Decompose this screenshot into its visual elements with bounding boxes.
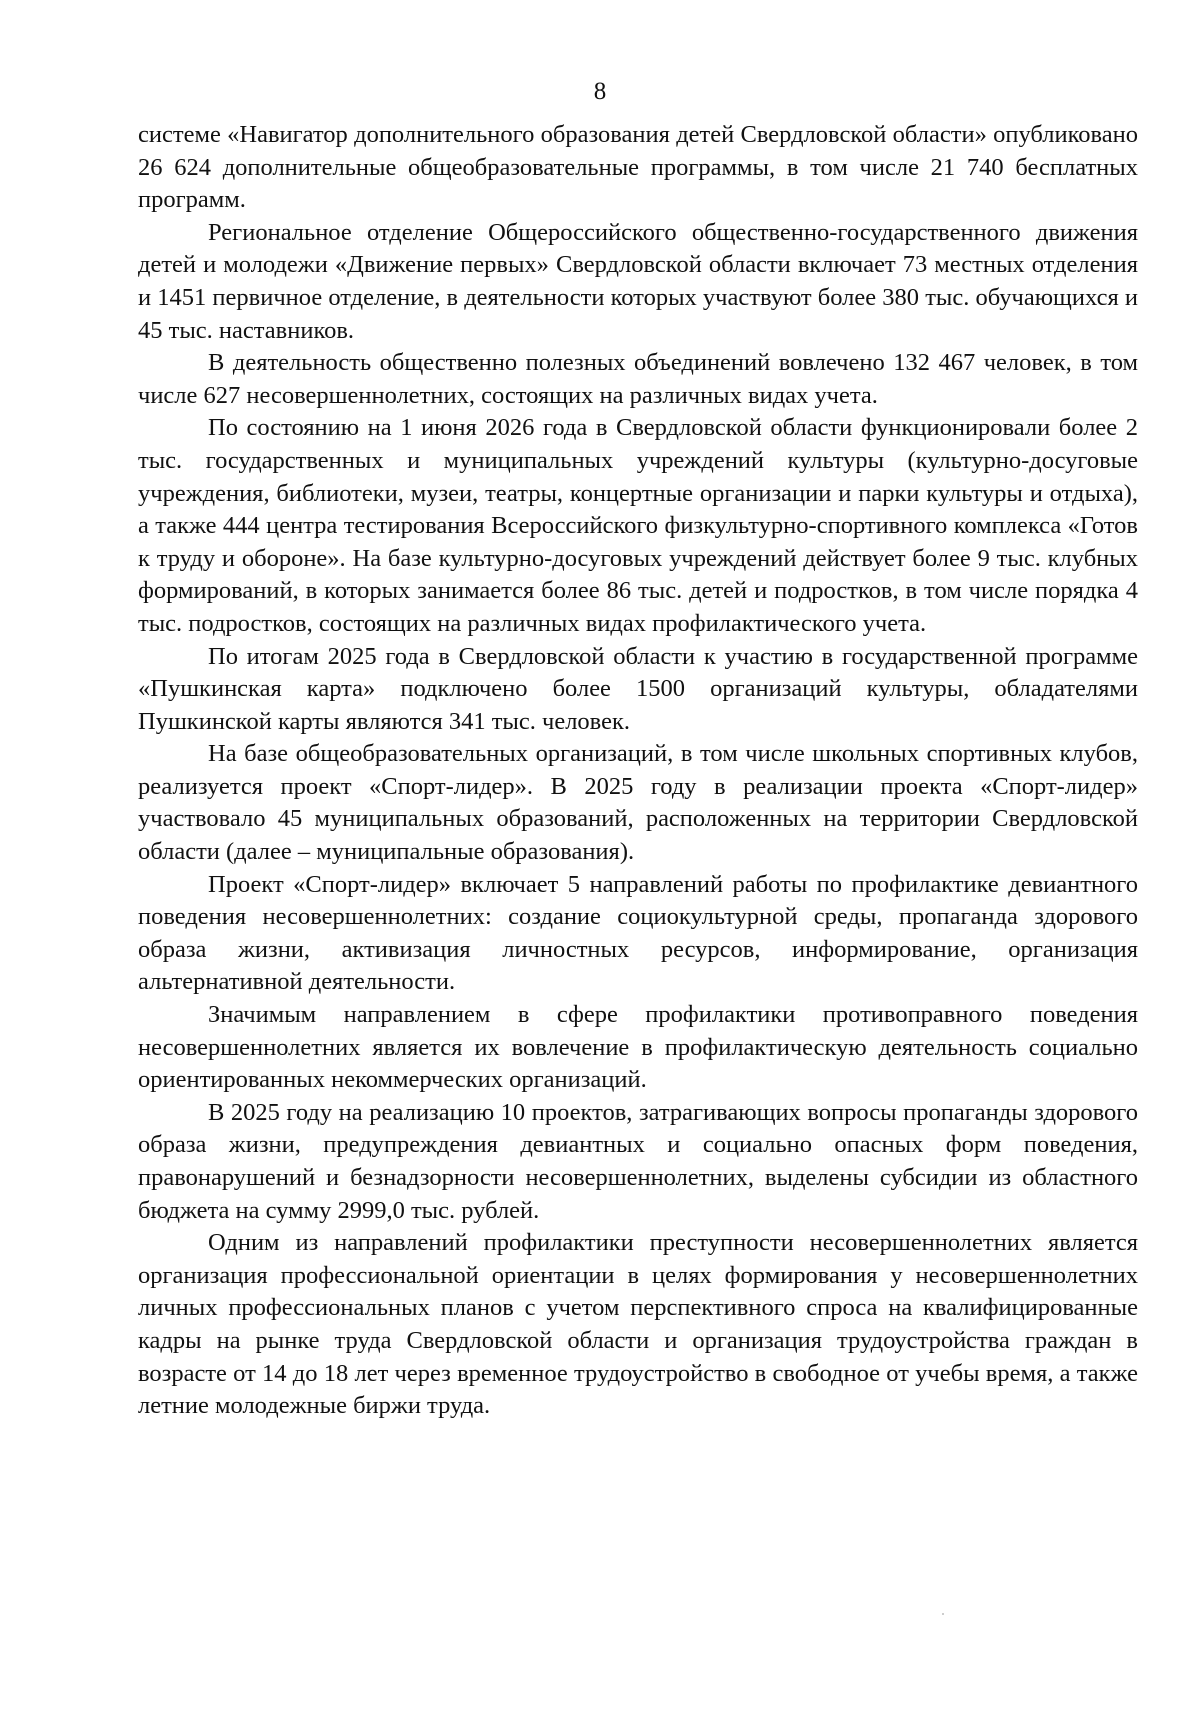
paragraph-sport-leader-project: На базе общеобразовательных организаций, в том числе школьных спортивных клубов, реализуется проект «Спорт-лидер». В 2025 году в реализации проекта «Спорт-лидер» участвовало 45 муниципальных образований, расположенных на территории Свердловской области (далее – муниципальные образования). — [138, 740, 1138, 866]
document-body — [138, 119, 1138, 1423]
paragraph-career-guidance: Одним из направлений профилактики преступности несовершеннолетних является организация профессиональной ориентации в целях формирования у несовершеннолетних личных профессиональных планов с учетом перспективного спроса на квалифицированные кадры на рынке труда Свердловской области и организация трудоустройства граждан в возрасте от 14 до 18 лет через временное трудоустройство в свободное от учебы время, а также летние молодежные биржи труда. — [138, 1229, 1138, 1420]
scan-speck — [942, 1613, 944, 1615]
page-number: 8 — [593, 78, 607, 105]
paragraph-public-associations: В деятельность общественно полезных объединений вовлечено 132 467 человек, в том числе 627 несовершеннолетних, состоящих на различных видах учета. — [138, 349, 1138, 409]
paragraph-subsidies: В 2025 году на реализацию 10 проектов, затрагивающих вопросы пропаганды здорового образа жизни, предупреждения девиантных и социально опасных форм поведения, правонарушений и безнадзорности несовершеннолетних, выделены субсидии из областного бюджета на сумму 2999,0 тыс. рублей. — [138, 1098, 1138, 1224]
paragraph-pushkin-card: По итогам 2025 года в Свердловской области к участию в государственной программе «Пушкинская карта» подключено более 1500 организаций культуры, обладателями Пушкинской карты являются 341 тыс. человек. — [138, 642, 1138, 735]
paragraph-sport-leader-directions: Проект «Спорт-лидер» включает 5 направлений работы по профилактике девиантного поведения несовершеннолетних: создание социокультурной среды, пропаганда здорового образа жизни, активизация личностных ресурсов, информирование, организация альтернативной деятельности. — [138, 870, 1138, 996]
paragraph-movement-of-first: Региональное отделение Общероссийского общественно-государственного движения детей и молодежи «Движение первых» Свердловской области включает 73 местных отделения и 1451 первичное отделение, в деятельности которых участвуют более 380 тыс. обучающихся и 45 тыс. наставников. — [138, 218, 1138, 344]
paragraph-culture-institutions: По состоянию на 1 июня 2026 года в Свердловской области функционировали более 2 тыс. государственных и муниципальных учреждений культуры (культурно-досуговые учреждения, библиотеки, музеи, театры, концертные организации и парки культуры и отдыха), а также 444 центра тестирования Всероссийского физкультурно-спортивного комплекса «Готов к труду и обороне». На базе культурно-досуговых учреждений действует более 9 тыс. клубных формирований, в которых занимается более 86 тыс. детей и подростков, в том числе порядка 4 тыс. подростков, состоящих на различных видах профилактического учета. — [138, 414, 1138, 637]
paragraph-nonprofit-organizations: Значимым направлением в сфере профилактики противоправного поведения несовершеннолетних является их вовлечение в профилактическую деятельность социально ориентированных некоммерческих организаций. — [138, 1001, 1138, 1094]
paragraph-navigator-programs: системе «Навигатор дополнительного образования детей Свердловской области» опубликовано 26 624 дополнительные общеобразовательные программы, в том числе 21 740 бесплатных программ. — [138, 121, 1138, 214]
